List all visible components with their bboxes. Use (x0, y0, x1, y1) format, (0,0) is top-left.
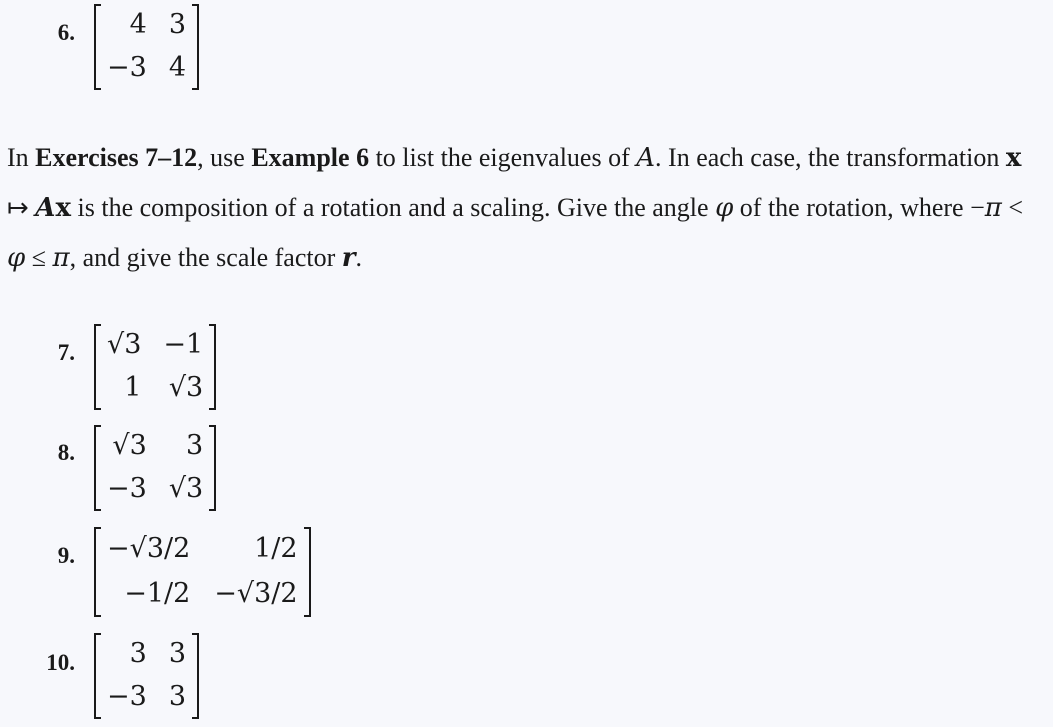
mapsto-symbol: ↦ (7, 193, 36, 222)
exercises-ref: Exercises 7–12 (35, 143, 198, 172)
matrix-cell: √3 (168, 473, 204, 504)
matrix-cell: 3 (168, 638, 186, 669)
phi-symbol: φ (715, 193, 734, 223)
matrix-cell: −1/2 (124, 578, 191, 609)
matrix-cell: 3 (168, 9, 186, 40)
matrix-cell: −√3/2 (107, 533, 191, 564)
instructions-paragraph (7, 133, 1047, 283)
matrix-cell: 1 (124, 372, 142, 403)
problem-number-8: 8. (57, 440, 75, 465)
pi-symbol: π (52, 243, 70, 273)
matrix-cell: 1/2 (254, 533, 298, 564)
matrix-cell: 4 (168, 52, 186, 83)
problem-number-10: 10. (46, 650, 75, 675)
matrix-cell: −3 (107, 52, 147, 83)
matrix-8 (94, 425, 216, 511)
matrix-cell: 3 (129, 638, 147, 669)
text: . (355, 243, 362, 272)
matrix-cell: −1 (163, 329, 204, 360)
matrix-6 (94, 4, 199, 90)
example-ref: Example 6 (251, 143, 370, 172)
left-bracket (94, 4, 101, 90)
matrix-cell: 3 (168, 681, 186, 712)
right-bracket (192, 4, 199, 90)
matrix-7 (94, 324, 216, 410)
matrix-9 (94, 527, 311, 617)
text: of the rotation, where − (733, 193, 985, 222)
matrix-10 (94, 633, 199, 719)
text: is the composition of a rotation and a scaling. Give the angle (71, 193, 716, 222)
matrix-symbol-A: A (636, 143, 656, 173)
left-bracket (94, 527, 101, 617)
right-bracket (304, 527, 311, 617)
problem-number-9: 9. (57, 543, 75, 568)
problem-number-7: 7. (57, 340, 75, 365)
left-bracket (94, 633, 101, 719)
matrix-cell: √3 (112, 430, 147, 461)
text: , use (197, 143, 252, 172)
vector-x: x (55, 193, 71, 223)
matrix-cell: −√3/2 (214, 578, 298, 609)
left-bracket (94, 425, 101, 511)
text: , and give the scale factor (69, 243, 342, 272)
matrix-cell: √3 (168, 372, 204, 403)
vector-x: x (1005, 143, 1022, 173)
text: In (7, 143, 36, 172)
left-bracket (94, 324, 101, 410)
scale-factor-r: r (341, 243, 356, 273)
right-bracket (192, 633, 199, 719)
right-bracket (209, 425, 216, 511)
text: . In each case, the transformation (655, 143, 1006, 172)
pi-symbol: π (984, 193, 1002, 223)
matrix-cell: 3 (186, 430, 204, 461)
less-than: < (1001, 193, 1024, 222)
right-bracket (209, 324, 216, 410)
text: to list the eigenvalues of (369, 143, 637, 172)
problem-number-6: 6. (57, 20, 75, 45)
matrix-cell: 4 (129, 9, 147, 40)
matrix-cell: √3 (107, 329, 142, 360)
less-equal: ≤ (25, 243, 53, 272)
matrix-cell: −3 (107, 473, 147, 504)
phi-symbol: φ (7, 243, 26, 273)
matrix-cell: −3 (107, 681, 147, 712)
matrix-symbol-A: A (35, 193, 56, 223)
